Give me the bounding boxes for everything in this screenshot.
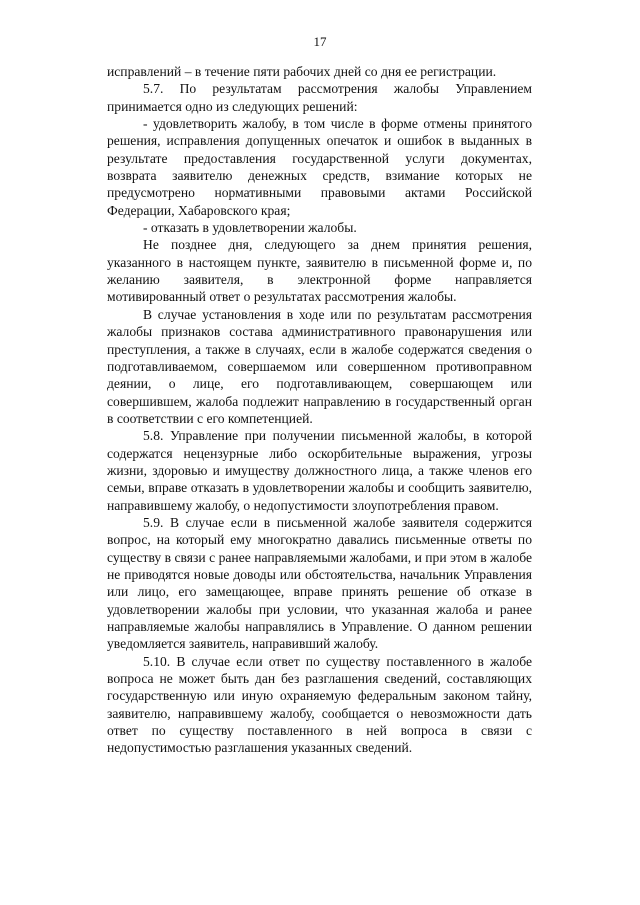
page-number: 17	[313, 34, 327, 49]
paragraph-satisfy-option: - удовлетворить жалобу, в том числе в форме отмены принятого решения, исправления допущенных опечаток и ошибок в выданных в результате предоставления государственной услуги документах, возврата заявителю денежных средств, взимание которых не предусмотрено нормативными правовыми актами Российской Федерации, Хабаровского края;	[107, 116, 532, 218]
paragraph-refuse-option: - отказать в удовлетворении жалобы.	[143, 220, 357, 236]
paragraph-5-7: 5.7. По результатам рассмотрения жалобы Управлением принимается одно из следующих решений:	[107, 81, 532, 114]
paragraph-response-deadline: Не позднее дня, следующего за днем принятия решения, указанного в настоящем пункте, заявителю в письменной форме и, по желанию заявителя, в электронной форме направляется мотивированный ответ о результатах рассмотрения жалобы.	[107, 237, 532, 305]
paragraph-continuation: исправлений – в течение пяти рабочих дней со дня ее регистрации.	[107, 64, 497, 79]
paragraph-5-10: 5.10. В случае если ответ по существу поставленного в жалобе вопроса не может быть дан без разглашения сведений, составляющих государственную или иную охраняемую федеральным законом тайну, заявителю, направившему жалобу, сообщается о невозможности дать ответ по существу поставленного в ней вопроса в связи с недопустимостью разглашения указанных сведений.	[107, 653, 532, 756]
paragraph-5-9: 5.9. В случае если в письменной жалобе заявителя содержится вопрос, на который ему многократно давались письменные ответы по существу в связи с ранее направляемыми жалобами, и при этом в жалобе не приводятся новые доводы или обстоятельства, начальник Управления или лицо, его замещающее, вправе принять решение об отказе в удовлетворении жалобы при условии, что указанная жалоба и ранее направляемые жалобы направлялись в Управление. О данном решении уведомляется заявитель, направивший жалобу.	[107, 514, 532, 652]
document-body	[107, 63, 532, 757]
paragraph-5-8: 5.8. Управление при получении письменной жалобы, в которой содержатся нецензурные либо оскорбительные выражения, угрозы жизни, здоровью и имуществу должностного лица, а также членов его семьи, вправе отказать в удовлетворении жалобы и сообщить заявителю, направившему жалобу, о недопустимости злоупотребления правом.	[107, 428, 532, 513]
paragraph-violation-referral: В случае установления в ходе или по результатам рассмотрения жалобы признаков состава административного правонарушения или преступления, а также в случаях, если в жалобе содержатся сведения о подготавливаемом, совершаемом или совершенном противоправном деянии, о лице, его подготавливающем, совершающем или совершившем, жалоба подлежит направлению в государственный орган в соответствии с его компетенцией.	[107, 306, 532, 426]
